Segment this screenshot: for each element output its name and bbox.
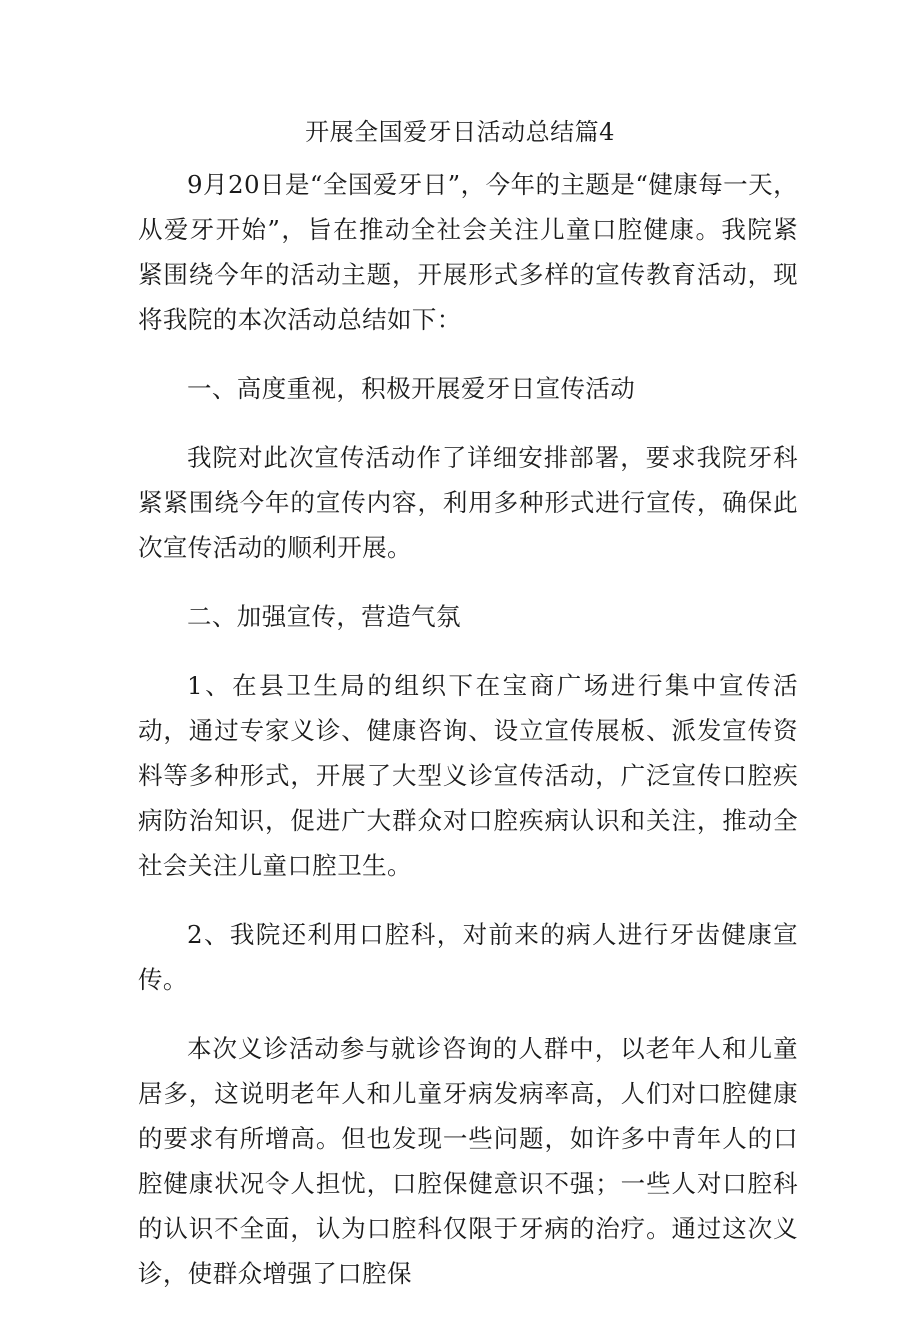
document-body xyxy=(138,162,798,1320)
section-heading-2: 二、加强宣传，营造气氛 xyxy=(187,602,461,631)
section-1-paragraph: 我院对此次宣传活动作了详细安排部署，要求我院牙科紧紧围绕今年的宣传内容，利用多种形式进行宣传，确保此次宣传活动的顺利开展。 xyxy=(138,443,798,562)
summary-paragraph: 本次义诊活动参与就诊咨询的人群中，以老年人和儿童居多，这说明老年人和儿童牙病发病率高，人们对口腔健康的要求有所增高。但也发现一些问题，如许多中青年人的口腔健康状况令人担忧，口腔保健意识不强；一些人对口腔科的认识不全面，认为口腔科仅限于牙病的治疗。通过这次义诊，使群众增强了口腔保 xyxy=(138,1034,798,1288)
intro-paragraph: 9月20日是“全国爱牙日”，今年的主题是“健康每一天，从爱牙开始”，旨在推动全社会关注儿童口腔健康。我院紧紧围绕今年的活动主题，开展形式多样的宣传教育活动，现将我院的本次活动总结如下： xyxy=(138,170,798,334)
document-title: 开展全国爱牙日活动总结篇4 xyxy=(305,118,615,146)
section-2-item-2: 2、我院还利用口腔科，对前来的病人进行牙齿健康宣传。 xyxy=(138,920,798,994)
section-2-item-1: 1、在县卫生局的组织下在宝商广场进行集中宣传活动，通过专家义诊、健康咨询、设立宣传展板、派发宣传资料等多种形式，开展了大型义诊宣传活动，广泛宣传口腔疾病防治知识，促进广大群众对口腔疾病认识和关注，推动全社会关注儿童口腔卫生。 xyxy=(138,671,798,880)
section-heading-1: 一、高度重视，积极开展爱牙日宣传活动 xyxy=(187,374,636,403)
